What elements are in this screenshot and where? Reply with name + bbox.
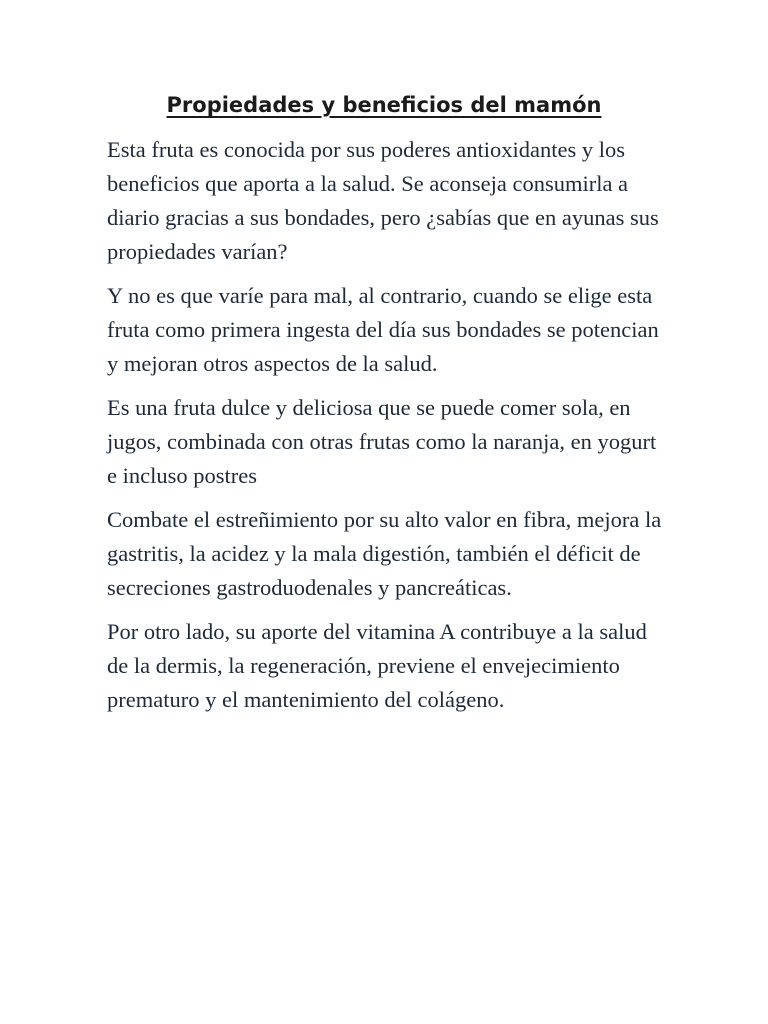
paragraph-4: Combate el estreñimiento por su alto valor en fibra, mejora la gastritis, la acidez y la mala digestión, también el déficit de secreciones gastroduodenales y pancreáticas.	[107, 507, 662, 600]
document-body	[107, 133, 667, 727]
paragraph-5: Por otro lado, su aporte del vitamina A contribuye a la salud de la dermis, la regeneración, previene el envejecimiento prematuro y el mantenimiento del colágeno.	[107, 619, 647, 712]
document-title: Propiedades y beneficios del mamón	[166, 93, 602, 117]
paragraph-1: Esta fruta es conocida por sus poderes antioxidantes y los beneficios que aporta a la salud. Se aconseja consumirla a diario gracias a sus bondades, pero ¿sabías que en ayunas sus propiedades varían?	[107, 137, 659, 264]
paragraph-2: Y no es que varíe para mal, al contrario, cuando se elige esta fruta como primera ingesta del día sus bondades se potencian y mejoran otros aspectos de la salud.	[107, 283, 659, 376]
paragraph-3: Es una fruta dulce y deliciosa que se puede comer sola, en jugos, combinada con otras frutas como la naranja, en yogurt e incluso postres	[107, 395, 657, 488]
